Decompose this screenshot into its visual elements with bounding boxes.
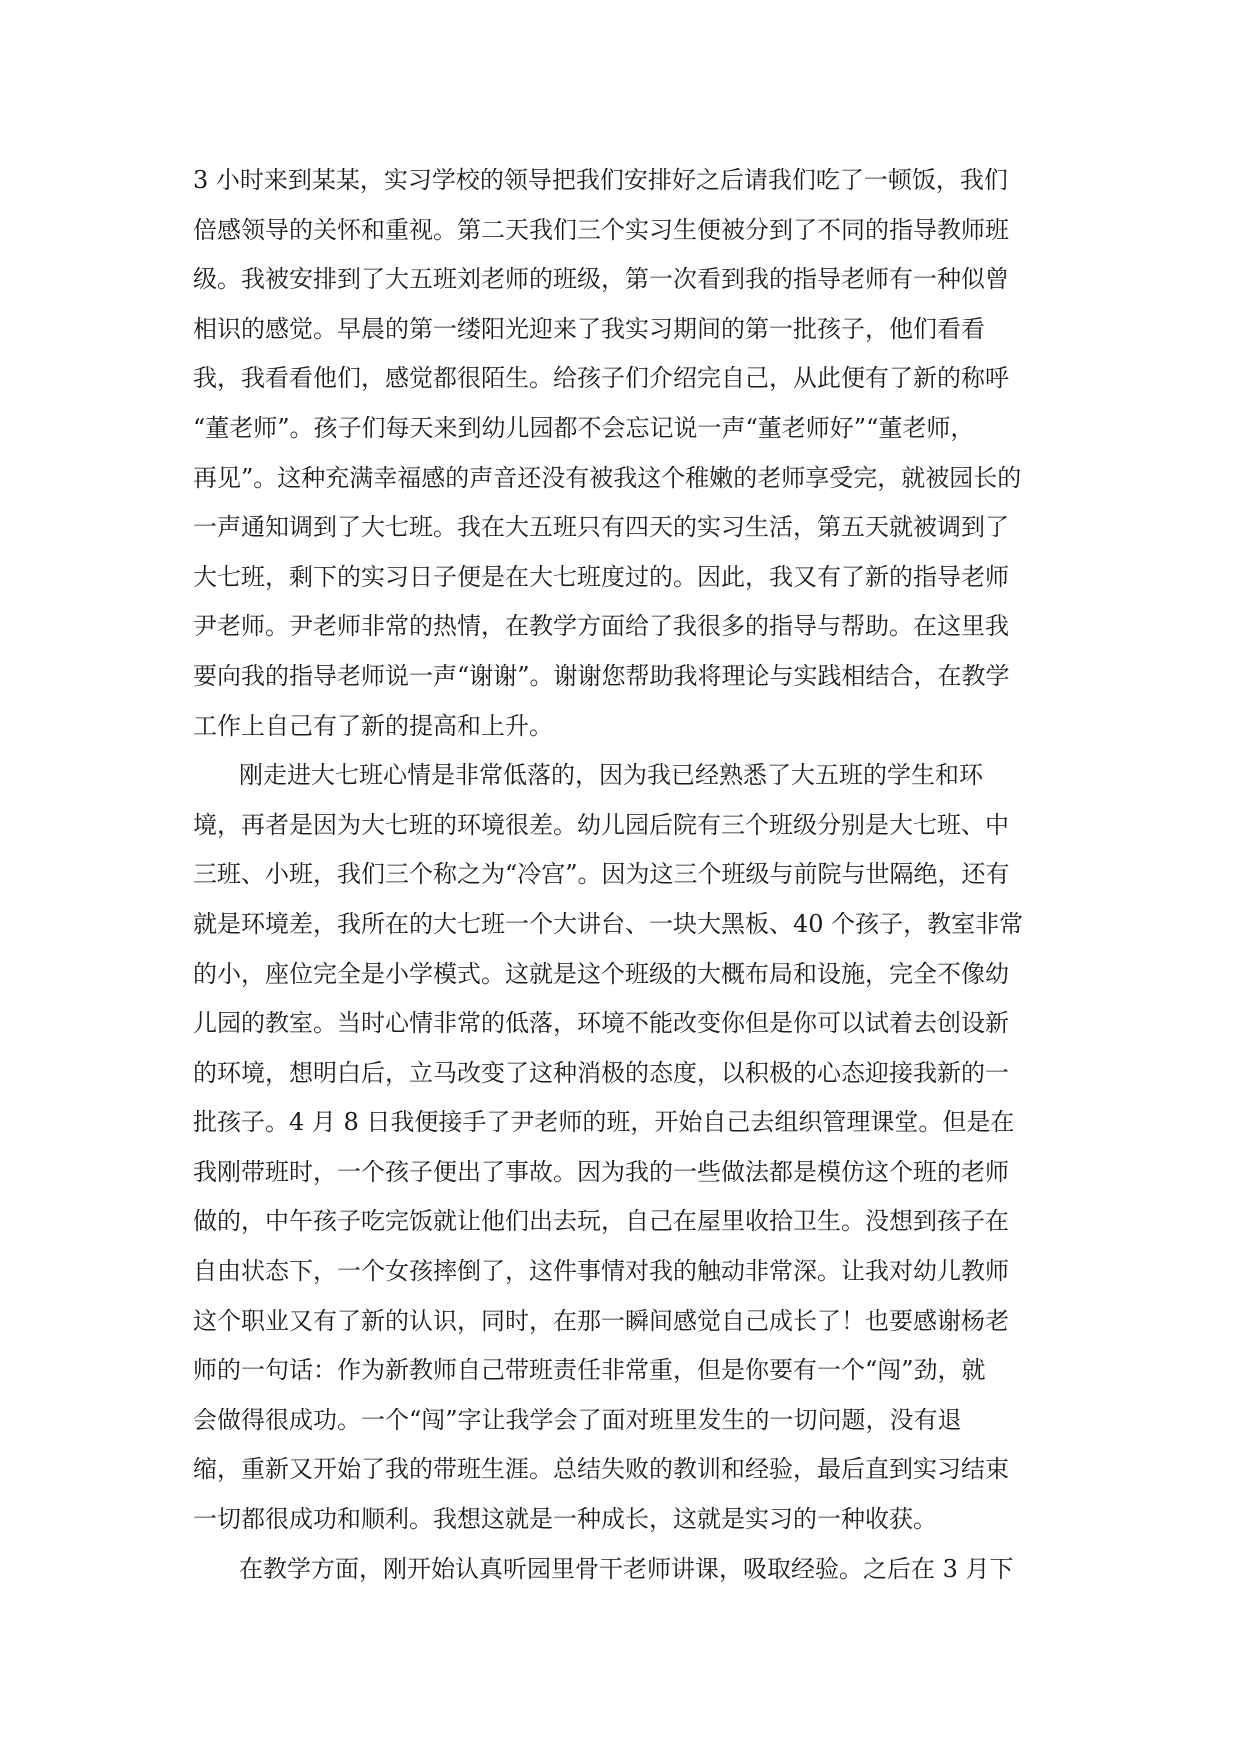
text-line: 做的，中午孩子吃完饭就让他们出去玩，自己在屋里收拾卫生。没想到孩子在 [193, 1207, 1009, 1236]
text-line: 一切都很成功和顺利。我想这就是一种成长，这就是实习的一种收获。 [193, 1505, 937, 1534]
text-line: 在教学方面，刚开始认真听园里骨干老师讲课，吸取经验。之后在 3 月下 [239, 1554, 1014, 1583]
text-line: 批孩子。4 月 8 日我便接手了尹老师的班，开始自己去组织管理课堂。但是在 [193, 1108, 1015, 1137]
text-line: 我，我看看他们，感觉都很陌生。给孩子们介绍完自己，从此便有了新的称呼 [193, 364, 1009, 393]
text-line: 缩，重新又开始了我的带班生涯。总结失败的教训和经验，最后直到实习结束 [193, 1455, 1009, 1484]
text-line: 相识的感觉。早晨的第一缕阳光迎来了我实习期间的第一批孩子，他们看看 [193, 314, 985, 343]
text-line: 这个职业又有了新的认识，同时，在那一瞬间感觉自己成长了！也要感谢杨老 [193, 1306, 1009, 1335]
body-text [193, 156, 1053, 1594]
text-line: 儿园的教室。当时心情非常的低落，环境不能改变你但是你可以试着去创设新 [193, 1009, 1009, 1038]
text-line: 我刚带班时，一个孩子便出了事故。因为我的一些做法都是模仿这个班的老师 [193, 1157, 1009, 1186]
text-line: 级。我被安排到了大五班刘老师的班级，第一次看到我的指导老师有一种似曾 [193, 265, 1009, 294]
text-line: 就是环境差，我所在的大七班一个大讲台、一块大黑板、40 个孩子，教室非常 [193, 909, 1024, 938]
text-line: 倍感领导的关怀和重视。第二天我们三个实习生便被分到了不同的指导教师班 [193, 215, 1009, 244]
text-line: 一声通知调到了大七班。我在大五班只有四天的实习生活，第五天就被调到了 [193, 513, 1009, 542]
text-line: 刚走进大七班心情是非常低落的，因为我已经熟悉了大五班的学生和环 [239, 761, 983, 790]
text-line: 尹老师。尹老师非常的热情，在教学方面给了我很多的指导与帮助。在这里我 [193, 612, 1009, 641]
text-line: 境，再者是因为大七班的环境很差。幼儿园后院有三个班级分别是大七班、中 [193, 810, 1009, 839]
text-line: 自由状态下，一个女孩摔倒了，这件事情对我的触动非常深。让我对幼儿教师 [193, 1257, 1009, 1286]
text-line: 大七班，剩下的实习日子便是在大七班度过的。因此，我又有了新的指导老师 [193, 562, 1009, 591]
text-line: 3 小时来到某某，实习学校的领导把我们安排好之后请我们吃了一顿饭，我们 [193, 166, 1008, 194]
text-line: 要向我的指导老师说一声“谢谢”。谢谢您帮助我将理论与实践相结合，在教学 [193, 661, 1010, 690]
text-line: 三班、小班，我们三个称之为“冷宫”。因为这三个班级与前院与世隔绝，还有 [193, 860, 1010, 889]
text-line: “董老师”。孩子们每天来到幼儿园都不会忘记说一声“董老师好”“董老师， [193, 413, 975, 442]
text-line: 的小，座位完全是小学模式。这就是这个班级的大概布局和设施，完全不像幼 [193, 959, 1009, 988]
text-line: 再见”。这种充满幸福感的声音还没有被我这个稚嫩的老师享受完，就被园长的 [193, 463, 1022, 492]
text-line: 工作上自己有了新的提高和上升。 [193, 711, 553, 740]
text-line: 的环境，想明白后，立马改变了这种消极的态度，以积极的心态迎接我新的一 [193, 1058, 1009, 1087]
text-line: 师的一句话：作为新教师自己带班责任非常重，但是你要有一个“闯”劲，就 [193, 1356, 986, 1385]
text-line: 会做得很成功。一个“闯”字让我学会了面对班里发生的一切问题，没有退 [193, 1405, 962, 1434]
